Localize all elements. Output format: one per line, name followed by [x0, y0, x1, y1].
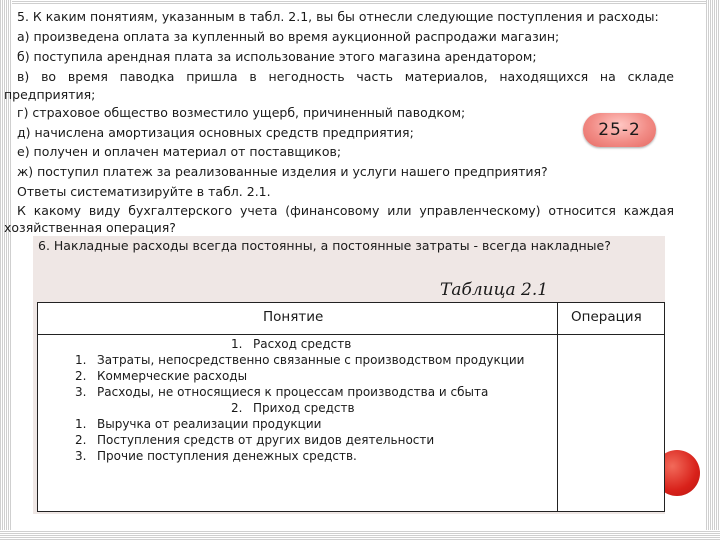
section-number: 1. — [231, 337, 243, 351]
frame-right-border — [706, 0, 720, 540]
table-header-divider — [38, 334, 664, 335]
table-row — [75, 385, 488, 401]
section-heading-income — [231, 401, 355, 417]
slide-number-badge: 25-2 — [583, 113, 656, 147]
task6-question: 6. Накладные расходы всегда постоянны, а постоянные затраты - всегда накладные? — [38, 238, 611, 253]
item-text: Прочие поступления денежных средств. — [97, 449, 357, 463]
frame-left-border — [0, 0, 12, 540]
table-row — [75, 433, 434, 449]
column-header-concept: Понятие — [263, 309, 324, 325]
table-row — [75, 353, 524, 369]
item-number: 3. — [75, 385, 87, 399]
task5-question-line2: хозяйственная операция? — [4, 220, 176, 235]
column-header-operation: Операция — [571, 309, 642, 325]
section-number: 2. — [231, 401, 243, 415]
task5-item-a: а) произведена оплата за купленный во время аукционной распродажи магазин; — [17, 29, 560, 44]
item-number: 1. — [75, 417, 87, 431]
item-text: Затраты, непосредственно связанные с производством продукции — [97, 353, 525, 367]
item-text: Расходы, не относящиеся к процессам производства и сбыта — [97, 385, 489, 399]
item-number: 3. — [75, 449, 87, 463]
table-column-divider — [557, 303, 558, 511]
item-text: Коммерческие расходы — [97, 369, 248, 383]
frame-bottom-border — [0, 530, 720, 540]
task5-systematize: Ответы систематизируйте в табл. 2.1. — [17, 184, 271, 199]
task5-item-e: е) получен и оплачен материал от поставщиков; — [17, 144, 342, 159]
table-row — [75, 369, 247, 385]
task5-item-v-line2: предприятия; — [4, 87, 96, 102]
section-title: Приход средств — [253, 401, 355, 415]
table-caption: Таблица 2.1 — [440, 280, 549, 300]
concept-table — [37, 302, 665, 512]
section-heading-expense — [231, 337, 351, 353]
task5-item-b: б) поступила арендная плата за использование этого магазина арендатором; — [17, 49, 537, 64]
section-title: Расход средств — [253, 337, 352, 351]
table-row — [75, 449, 357, 465]
item-text: Выручка от реализации продукции — [97, 417, 322, 431]
task5-item-g: г) страховое общество возместило ущерб, причиненный паводком; — [17, 105, 466, 120]
table-row — [75, 417, 321, 433]
item-text: Поступления средств от других видов деятельности — [97, 433, 435, 447]
item-number: 2. — [75, 369, 87, 383]
task5-intro: 5. К каким понятиям, указанным в табл. 2.1, вы бы отнесли следующие поступления и расходы: — [17, 9, 659, 24]
item-number: 1. — [75, 353, 87, 367]
task5-item-v-line1: в) во время паводка пришла в негодность часть материалов, находящихся на складе — [17, 69, 674, 84]
task5-item-zh: ж) поступил платеж за реализованные изделия и услуги нашего предприятия? — [17, 164, 548, 179]
task5-question-line1: К какому виду бухгалтерского учета (финансовому или управленческому) относится каждая — [17, 203, 674, 218]
task5-item-d: д) начислена амортизация основных средств предприятия; — [17, 125, 414, 140]
item-number: 2. — [75, 433, 87, 447]
